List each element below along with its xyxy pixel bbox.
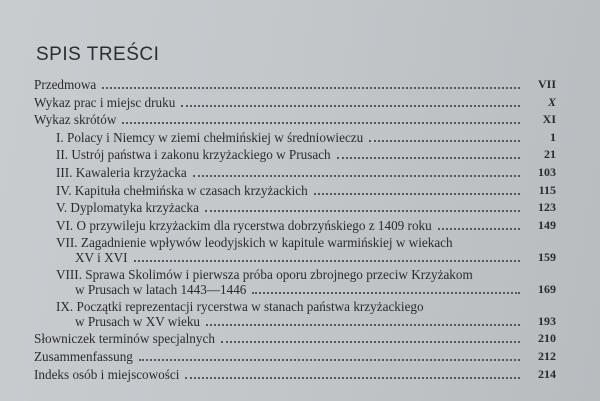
toc-entry-text: Indeks osób i miejscowości xyxy=(34,366,180,382)
toc-entry-text: Wykaz skrótów xyxy=(34,112,117,128)
toc-entry-text-continued: w Prusach w latach 1443—1446 xyxy=(75,281,247,297)
toc-page-number: 1 xyxy=(550,129,556,144)
toc-entry-chapter-1 xyxy=(34,129,556,147)
toc-page-number: 159 xyxy=(538,249,556,264)
toc-entry-przedmowa xyxy=(34,76,556,94)
toc-entry-chapter-2 xyxy=(34,146,556,164)
toc-page-number: 193 xyxy=(538,313,556,328)
toc-entry-text: III. Kawaleria krzyżacka xyxy=(56,164,187,180)
toc-page-number: VII xyxy=(537,77,556,91)
toc-page-number: 214 xyxy=(538,366,556,381)
toc-entry-text: II. Ustrój państwa i zakonu krzyżackiego w Prusach xyxy=(56,147,331,163)
leader-dots xyxy=(122,122,520,124)
toc-entry-indeks xyxy=(34,366,556,384)
toc-entry-text: VIII. Sprawa Skolimów i pierwsza próba oporu zbrojnego przeciw Krzyżakom xyxy=(56,267,473,283)
toc-entry-chapter-4 xyxy=(34,182,556,200)
leader-dots xyxy=(102,87,520,89)
leader-dots xyxy=(221,341,520,343)
toc-page-number: XI xyxy=(542,112,556,127)
toc-entry-text-continued: XV i XVI xyxy=(75,249,128,265)
leader-dots xyxy=(337,157,520,159)
toc-page-number: 123 xyxy=(538,200,556,215)
toc-entry-text: V. Dyplomatyka krzyżacka xyxy=(56,200,199,216)
toc-page-number: 210 xyxy=(538,331,556,346)
toc-entry-text: Wykaz prac i miejsc druku xyxy=(34,94,176,110)
toc-entry-text: Zusammenfassung xyxy=(34,348,133,364)
leader-dots xyxy=(134,260,520,262)
leader-dots xyxy=(181,105,520,107)
leader-dots xyxy=(205,210,520,212)
toc-entry-text: VII. Zagadnienie wpływów leodyjskich w kapitule warmińskiej w wiekach xyxy=(56,235,453,251)
toc-entry-text: VI. O przywileju krzyżackim dla rycerstwa dobrzyńskiego z 1409 roku xyxy=(56,217,432,233)
leader-dots xyxy=(369,140,520,142)
leader-dots xyxy=(193,175,520,177)
toc-entry-text: IX. Początki reprezentacji rycerstwa w stanach państwa krzyżackiego xyxy=(56,299,424,315)
toc-page-number: 149 xyxy=(538,217,556,232)
page-title: SPIS TREŚCI xyxy=(36,44,160,65)
toc-page-number: 103 xyxy=(538,164,556,179)
toc-entry-chapter-8 xyxy=(34,266,556,298)
toc-entry-slowniczek xyxy=(34,330,556,348)
toc-entry-chapter-9 xyxy=(34,298,556,330)
leader-dots xyxy=(185,377,520,379)
leader-dots xyxy=(438,228,520,230)
toc-entry-text: I. Polacy i Niemcy w ziemi chełmińskiej w średniowieczu xyxy=(56,129,364,145)
toc-entry-wykaz-prac xyxy=(34,94,556,112)
toc-entry-chapter-3 xyxy=(34,164,556,182)
toc-entry-text-continued: w Prusach w XV wieku xyxy=(75,313,201,329)
toc-entry-zusammenfassung xyxy=(34,348,556,366)
toc-page-number: 21 xyxy=(544,147,556,162)
leader-dots xyxy=(252,292,520,294)
toc-entry-text: Słowniczek terminów specjalnych xyxy=(34,331,215,347)
toc-entry-chapter-6 xyxy=(34,217,556,235)
toc-page-number: X xyxy=(547,94,556,109)
leader-dots xyxy=(139,359,520,361)
toc-entry-wykaz-skrotow xyxy=(34,111,556,129)
toc-entry-text: Przedmowa xyxy=(34,77,97,92)
toc-entry-chapter-7 xyxy=(34,234,556,266)
leader-dots xyxy=(206,324,520,326)
toc-page-number: 212 xyxy=(538,348,556,363)
toc-page-number: 169 xyxy=(538,281,556,296)
toc-entry-text: IV. Kapituła chełmińska w czasach krzyżackich xyxy=(56,182,308,198)
toc-page-number: 115 xyxy=(538,182,556,197)
toc-entry-chapter-5 xyxy=(34,199,556,217)
leader-dots xyxy=(314,193,520,195)
table-of-contents xyxy=(34,76,556,383)
